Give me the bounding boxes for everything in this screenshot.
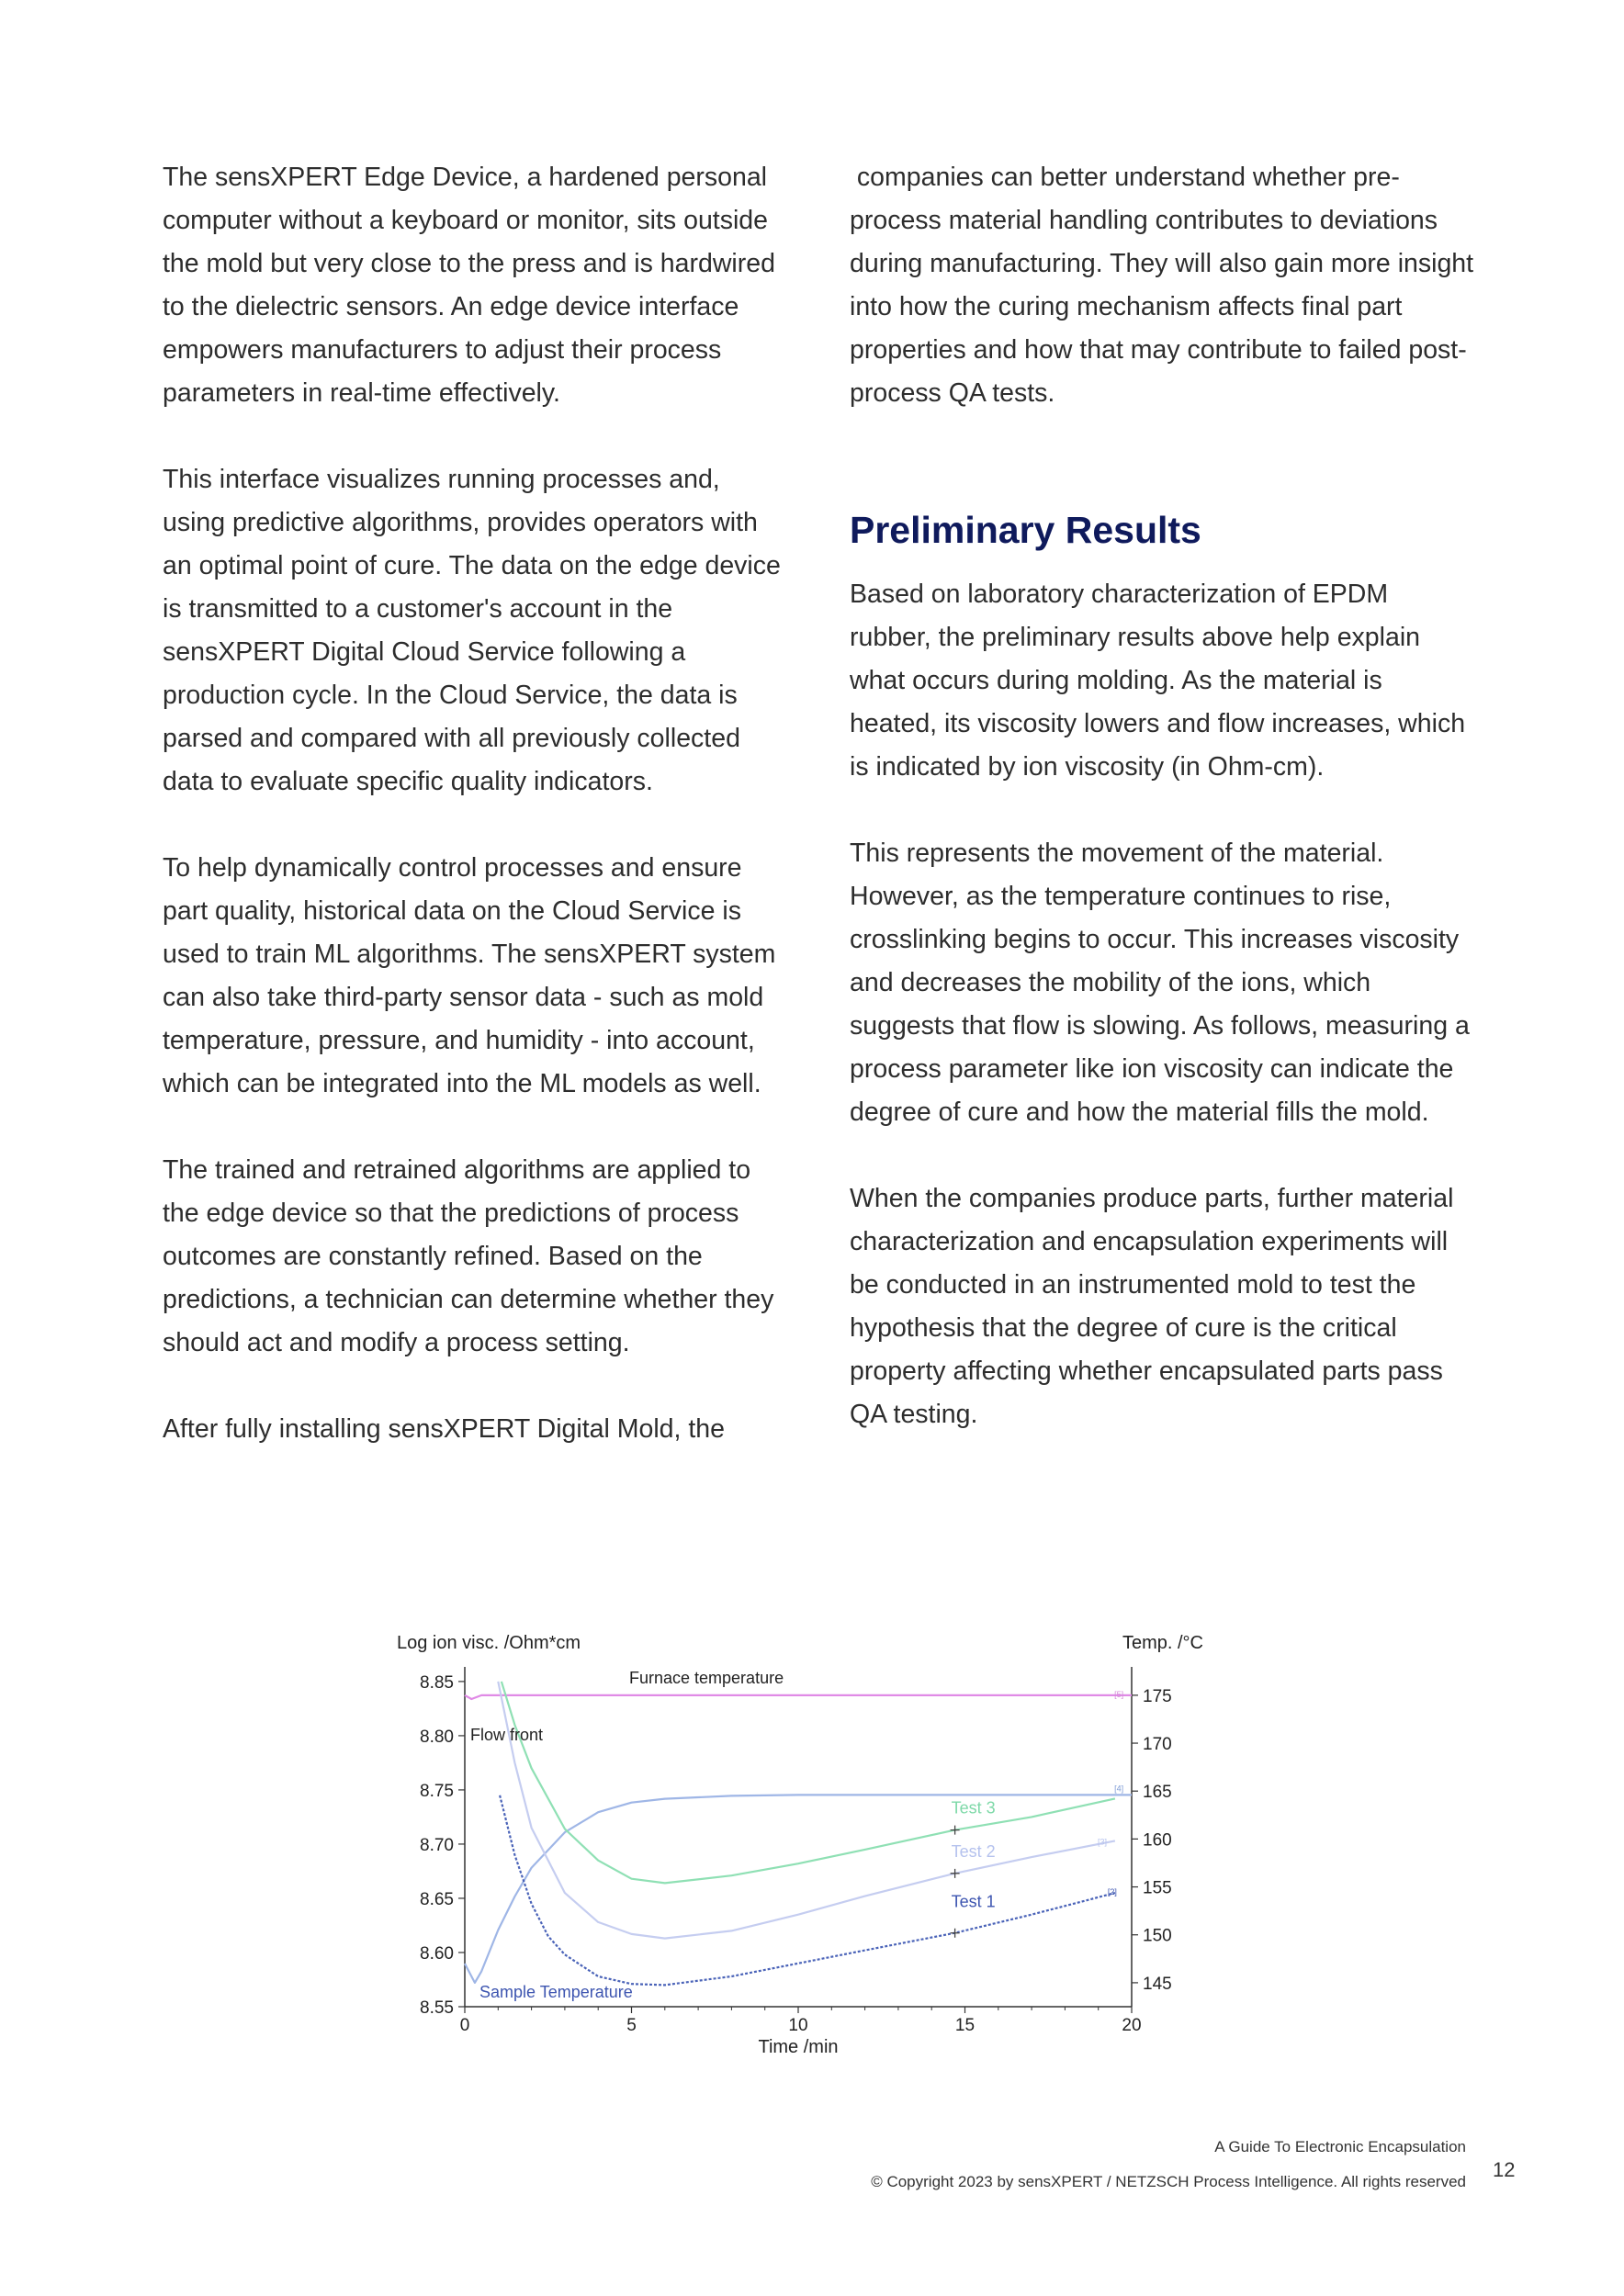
y-tick-label: 8.55 bbox=[420, 1998, 454, 2018]
footer-copyright: © Copyright 2023 by sensXPERT / NETZSCH Process Intelligence. All rights reserved bbox=[871, 2173, 1466, 2190]
right-intro-paragraph: companies can better understand whether pre-process material handling contributes to deviations during manufacturing. They will also gain more insight into how the curing mechanism affects final part properties and how that may contribute to failed post-process QA tests. bbox=[850, 163, 1481, 408]
series-label-test-1: Test 1 bbox=[951, 1892, 996, 1911]
y2-tick-label: 170 bbox=[1143, 1735, 1172, 1755]
right-paragraph-1: Based on laboratory characterization of EPDM rubber, the preliminary results above help explain what occurs during molding. As the material is heated, its viscosity lowers and flow increases, which is indicated by ion viscosity (in Ohm-cm). bbox=[850, 580, 1466, 782]
series-marker bbox=[951, 1929, 960, 1938]
x-tick-label: 10 bbox=[788, 2016, 808, 2035]
y-tick-label: 8.60 bbox=[420, 1943, 454, 1964]
series-line-test-2 bbox=[498, 1682, 1115, 1939]
left-column bbox=[163, 156, 787, 1451]
x-axis-title: Time /min bbox=[758, 2037, 839, 2057]
annotation-sample-temperature: Sample Temperature bbox=[479, 1983, 633, 2001]
left-paragraph-3: To help dynamically control processes and ensure part quality, historical data on the Cloud Service is used to train ML algorithms. The sensXPERT system can also take third-party sensor data - such as mold temperature, pressure, and humidity - into account, which can be integrated into the ML models as well. bbox=[163, 853, 776, 1098]
left-paragraph-2: This interface visualizes running processes and, using predictive algorithms, provides operators with an optimal point of cure. The data on the edge device is transmitted to a customer's account in the sensXPERT Digital Cloud Service following a production cycle. In the Cloud Service, the data is parsed and compared with all previously collected data to evaluate specific quality indicators. bbox=[163, 465, 781, 796]
y-axis-title: Log ion visc. /Ohm*cm bbox=[397, 1633, 581, 1653]
annotation-flow-front: Flow front bbox=[470, 1726, 544, 1744]
x-tick-label: 0 bbox=[459, 2016, 470, 2035]
annotation-furnace-temperature: Furnace temperature bbox=[629, 1669, 784, 1687]
series-end-marker: [2] bbox=[1107, 1887, 1117, 1897]
y2-tick-label: 155 bbox=[1143, 1878, 1172, 1898]
series-line-furnace-temperature bbox=[465, 1695, 1132, 1699]
series-end-marker: [3] bbox=[1097, 1837, 1107, 1847]
y-tick-label: 8.85 bbox=[420, 1672, 454, 1693]
series-end-marker: [5] bbox=[1114, 1689, 1124, 1699]
series-end-marker: [4] bbox=[1114, 1784, 1124, 1794]
series-label-test-3: Test 3 bbox=[951, 1798, 996, 1818]
x-tick-label: 15 bbox=[954, 2016, 976, 2035]
page-number: 12 bbox=[1493, 2158, 1516, 2181]
y2-tick-label: 160 bbox=[1143, 1830, 1172, 1851]
series-line-test-1 bbox=[500, 1795, 1115, 1986]
series-line-test-3 bbox=[502, 1682, 1115, 1883]
ion-viscosity-chart bbox=[386, 1621, 1212, 2062]
left-paragraph-4: The trained and retrained algorithms are applied to the edge device so that the predictions of process outcomes are constantly refined. Based on the predictions, a technician can determine whether they should act and modify a process setting. bbox=[163, 1155, 774, 1357]
y-tick-label: 8.80 bbox=[420, 1727, 454, 1747]
series-label-test-2: Test 2 bbox=[951, 1841, 996, 1861]
section-heading: Preliminary Results bbox=[850, 509, 1201, 551]
x-tick-label: 20 bbox=[1122, 2016, 1142, 2035]
right-column bbox=[850, 156, 1481, 1436]
y-tick-label: 8.70 bbox=[420, 1835, 454, 1855]
y2-tick-label: 165 bbox=[1143, 1783, 1172, 1803]
y2-tick-label: 175 bbox=[1143, 1686, 1172, 1706]
series-marker bbox=[951, 1826, 960, 1835]
left-paragraph-5: After fully installing sensXPERT Digital Mold, the bbox=[163, 1414, 725, 1444]
series-marker bbox=[951, 1869, 960, 1878]
x-tick-label: 5 bbox=[626, 2016, 637, 2035]
y2-axis-title: Temp. /°C bbox=[1122, 1633, 1203, 1653]
y2-tick-label: 150 bbox=[1143, 1926, 1172, 1946]
chart-svg bbox=[386, 1621, 1212, 2062]
footer-title: A Guide To Electronic Encapsulation bbox=[1214, 2138, 1466, 2155]
left-paragraph-1: The sensXPERT Edge Device, a hardened personal computer without a keyboard or monitor, sits outside the mold but very close to the press and is hardwired to the dielectric sensors. An edge device interface empowers manufacturers to adjust their process parameters in real-time effectively. bbox=[163, 163, 775, 408]
y-tick-label: 8.75 bbox=[420, 1781, 454, 1801]
series-line-sample-temperature bbox=[465, 1795, 1132, 1982]
right-paragraph-2: This represents the movement of the material. However, as the temperature continues to rise, crosslinking begins to occur. This increases viscosity and decreases the mobility of the ions, which suggests that flow is slowing. As follows, measuring a process parameter like ion viscosity can indicate the degree of cure and how the material fills the mold. bbox=[850, 838, 1470, 1127]
right-paragraph-3: When the companies produce parts, further material characterization and encapsulation experiments will be conducted in an instrumented mold to test the hypothesis that the degree of cure is the critical property affecting whether encapsulated parts pass QA testing. bbox=[850, 1184, 1454, 1429]
y2-tick-label: 145 bbox=[1143, 1974, 1172, 1994]
y-tick-label: 8.65 bbox=[420, 1889, 454, 1909]
